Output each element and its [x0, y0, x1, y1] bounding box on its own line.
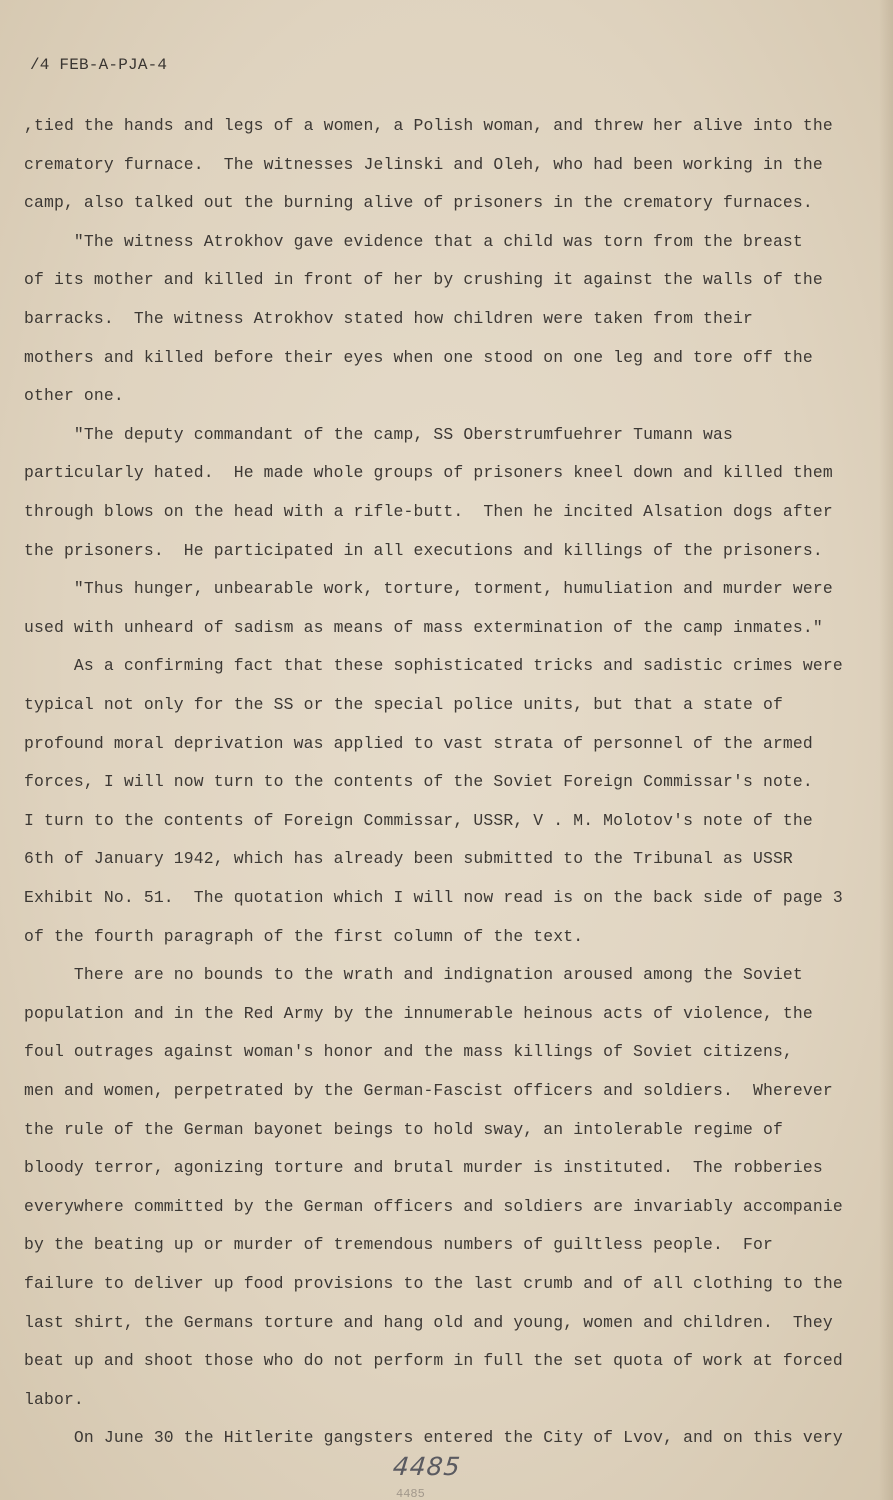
text-line: mothers and killed before their eyes when one stood on one leg and tore off the — [24, 347, 813, 367]
text-line: 6th of January 1942, which has already been submitted to the Tribunal as USSR — [24, 849, 793, 869]
text-line: "The deputy commandant of the camp, SS Oberstrumfuehrer Tumann was — [24, 424, 734, 444]
text-line: profound moral deprivation was applied to vast strata of personnel of the armed — [24, 733, 813, 753]
text-line: last shirt, the Germans torture and hang old and young, women and children. They — [24, 1312, 833, 1332]
text-line: population and in the Red Army by the innumerable heinous acts of violence, the — [24, 1003, 813, 1023]
text-line: typical not only for the SS or the special police units, but that a state of — [24, 695, 783, 714]
text-line: forces, I will now turn to the contents of the Soviet Foreign Commissar's note. — [24, 772, 813, 792]
document-header: /4 FEB-A-PJA-4 — [30, 56, 168, 74]
text-line: the rule of the German bayonet beings to hold sway, an intolerable regime of — [24, 1119, 783, 1139]
text-line: crematory furnace. The witnesses Jelinski and Oleh, who had been working in the — [24, 154, 823, 174]
text-line: camp, also talked out the burning alive of prisoners in the crematory furnaces. — [24, 193, 813, 213]
text-line: of its mother and killed in front of her by crushing it against the walls of the — [24, 270, 823, 290]
handwritten-page-number: 4485 — [391, 1452, 463, 1481]
text-line: particularly hated. He made whole groups of prisoners kneel down and killed them — [24, 463, 833, 483]
text-line: "Thus hunger, unbearable work, torture, torment, humuliation and murder were — [24, 579, 833, 599]
text-line: labor. — [24, 1389, 84, 1409]
text-line: bloody terror, agonizing torture and brutal murder is instituted. The robberies — [24, 1158, 823, 1178]
text-line: of the fourth paragraph of the first column of the text. — [24, 926, 584, 946]
text-line: everywhere committed by the German officers and soldiers are invariably accompanie — [24, 1196, 843, 1216]
text-line: other one. — [24, 386, 124, 406]
text-line: foul outrages against woman's honor and the mass killings of Soviet citizens, — [24, 1042, 793, 1062]
text-line: "The witness Atrokhov gave evidence that a child was torn from the breast — [24, 231, 803, 251]
text-line: failure to deliver up food provisions to the last crumb and of all clothing to the — [24, 1274, 843, 1293]
text-line: I turn to the contents of Foreign Commissar, USSR, V . M. Molotov's note of the — [24, 810, 813, 830]
text-line: On June 30 the Hitlerite gangsters entered the City of Lvov, and on this very — [24, 1428, 843, 1448]
text-line: beat up and shoot those who do not perform in full the set quota of work at forced — [24, 1351, 843, 1371]
text-line: As a confirming fact that these sophisticated tricks and sadistic crimes were — [24, 656, 843, 676]
text-line: the prisoners. He participated in all executions and killings of the prisoners. — [24, 540, 823, 560]
page-edge-shade — [879, 0, 893, 1500]
text-line: Exhibit No. 51. The quotation which I will now read is on the back side of page 3 — [24, 888, 843, 907]
text-line: men and women, perpetrated by the German-Fascist officers and soldiers. Wherever — [24, 1081, 833, 1100]
faint-page-number: 4485 — [396, 1487, 425, 1500]
text-line: through blows on the head with a rifle-butt. Then he incited Alsation dogs after — [24, 502, 833, 521]
text-line: by the beating up or murder of tremendous numbers of guiltless people. For — [24, 1235, 773, 1255]
text-line: There are no bounds to the wrath and indignation aroused among the Soviet — [24, 965, 803, 985]
text-line: barracks. The witness Atrokhov stated how children were taken from their — [24, 309, 753, 328]
text-line: used with unheard of sadism as means of mass extermination of the camp inmates." — [24, 617, 823, 637]
text-line: ,tied the hands and legs of a women, a Polish woman, and threw her alive into the — [24, 116, 833, 135]
